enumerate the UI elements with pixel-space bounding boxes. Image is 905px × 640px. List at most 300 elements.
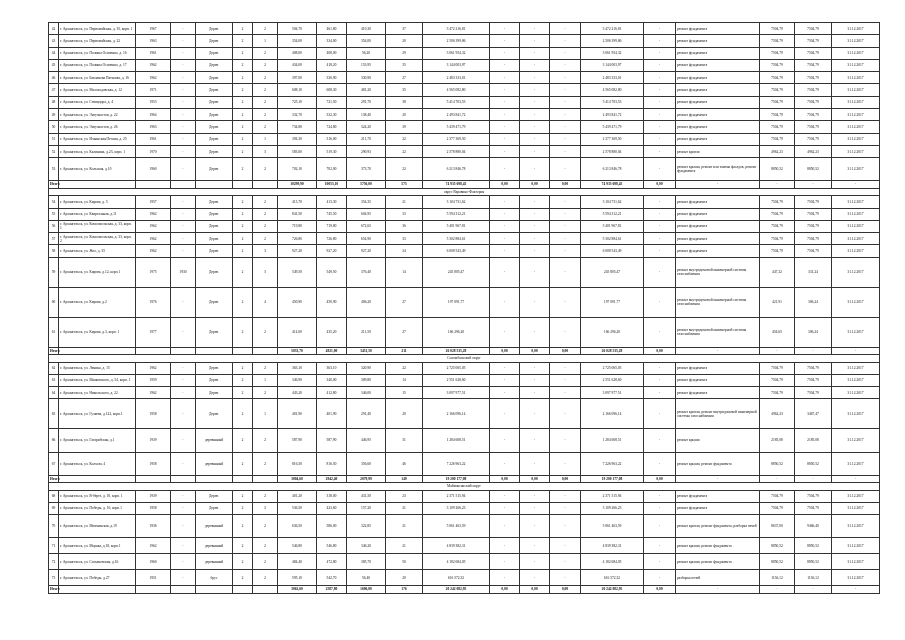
cell-mat: Дерев. [196,220,233,232]
cell-a2: 745,50 [317,208,347,220]
cell-c1: - [490,362,520,374]
cell-mat: Дерев. [196,59,233,71]
cell-mat: Дерев. [196,109,233,121]
cell-a1: 927,20 [278,245,317,257]
cell-mat: Дерев. [196,502,233,514]
cell-num: 56 [49,220,59,232]
cell-c3: - [550,84,581,96]
cell-p2: 9466,40 [795,515,832,538]
cell-c4: - [644,502,676,514]
cell-amt: 5 594 312,21 [581,208,644,220]
cell-num: 68 [49,490,59,502]
cell-mat: Дерев. [196,233,233,245]
cell-ent: 2 [253,59,278,71]
cell-c4: - [644,399,676,429]
cell-num: 47 [49,84,59,96]
cell-c3: - [550,158,581,181]
cell-date: 31.12.2017 [832,59,880,71]
cell-res: 27 [386,72,423,84]
total-p2: - [795,475,832,482]
cell-c4: - [644,84,676,96]
cell-addr: г. Архангельск, ул. Стивидора, д. 4 [59,96,136,108]
cell-c3: - [550,515,581,538]
cell-p1: 454,65 [760,317,795,347]
cell-c1: - [490,47,520,59]
cell-wtype: разборка печей [676,570,760,586]
cell-fl: 2 [233,220,253,232]
cell-addr: г. Архангельск, ул. Никольского, д. 22 [59,387,136,399]
cell-c1: - [490,59,520,71]
cell-p2: 7504,79 [795,245,832,257]
total-c3: 0,00 [550,475,581,482]
cell-year: 1962 [136,72,171,84]
cell-c2: - [520,109,550,121]
cell-a3: 604,95 [347,208,386,220]
cell-res: 39 [386,121,423,133]
cell-fl: 2 [233,362,253,374]
cell-fl: 2 [233,257,253,287]
cell-fl: 2 [233,196,253,208]
cell-a2: 472,80 [317,554,347,570]
cell-wtype: ремонт внутридомовой инженерной системы газоснабжения [676,257,760,287]
cell-c2: - [520,196,550,208]
cell-amt: 6 008 543,49 [581,245,644,257]
cell-amt: 1 284 608,51 [581,429,644,452]
total-a3: 3451,50 [347,347,386,354]
total-p1: - [760,586,795,593]
cell-wtype: ремонт фундамента [676,84,760,96]
cell-date: 31.12.2017 [832,72,880,84]
cell-c4: - [644,257,676,287]
cell-num: 60 [49,287,59,317]
cell-c2: - [520,362,550,374]
total-c2: 0,00 [520,586,550,593]
cell-p1: 7504,79 [760,387,795,399]
cell-p2: 7504,79 [795,387,832,399]
cell-date: 31.12.2017 [832,133,880,145]
cell-p1: 7504,79 [760,35,795,47]
cell-p1: 7504,79 [760,109,795,121]
cell-p1: 8850,52 [760,554,795,570]
cell-yr2: - [171,538,196,554]
cell-c1: - [490,554,520,570]
cell-fl: 2 [233,208,253,220]
total-wtype: - [676,475,760,482]
cell-total: 6 213 846,78 [423,158,490,181]
cell-amt: 3 061 954,32 [581,47,644,59]
cell-a3: 56,20 [347,47,386,59]
total-a2: 2942,40 [317,475,347,482]
cell-fl: 2 [233,387,253,399]
cell-ent: 2 [253,158,278,181]
cell-c4: - [644,287,676,317]
district-title: Маймаксанский округ [49,482,880,490]
cell-addr: г. Архангельск, ул. Кирова, д.2 [59,287,136,317]
cell-c1: - [490,35,520,47]
cell-year: 1961 [136,133,171,145]
cell-p1: 7504,79 [760,72,795,84]
cell-c2: - [520,145,550,157]
cell-a2: 549,50 [317,257,347,287]
cell-fl: 2 [233,570,253,586]
cell-year: 1964 [136,109,171,121]
cell-mat: Дерев. [196,257,233,287]
cell-a3: 56,40 [347,570,386,586]
cell-c3: - [550,374,581,386]
cell-mat: деревянный [196,538,233,554]
cell-addr: г. Архангельск, ул. Кирова, д.12, корп.1 [59,257,136,287]
cell-wtype: ремонт фундамента [676,59,760,71]
total-c4: 0,00 [644,586,676,593]
cell-wtype: ремонт фундамента [676,196,760,208]
cell-c1: - [490,158,520,181]
cell-c1: - [490,109,520,121]
cell-a3: 291,40 [347,399,386,429]
cell-p2: 7504,79 [795,84,832,96]
cell-c4: - [644,23,676,35]
cell-res: 31 [386,429,423,452]
cell-c4: - [644,515,676,538]
district-title: Соломбальский округ [49,354,880,362]
cell-c4: - [644,72,676,84]
cell-wtype: ремонт фундамента [676,47,760,59]
cell-a1: 841,50 [278,208,317,220]
cell-total: 3 109 266,23 [423,502,490,514]
cell-a2: 927,20 [317,245,347,257]
total-c4: 0,00 [644,181,676,188]
cell-c2: - [520,121,550,133]
cell-a2: 316,00 [317,133,347,145]
cell-c3: - [550,245,581,257]
cell-amt: 5 302 884,61 [581,233,644,245]
cell-amt: 3 144 003,97 [581,59,644,71]
cell-ent: 2 [253,208,278,220]
cell-num: 64 [49,387,59,399]
cell-yr2: - [171,84,196,96]
cell-wtype: ремонт фундамента [676,133,760,145]
cell-date: 31.12.2017 [832,399,880,429]
total-res: 211 [386,347,423,354]
total-amt: 74 935 698,45 [581,181,644,188]
cell-amt: 2 483 333,01 [581,72,644,84]
cell-ent: 2 [253,220,278,232]
cell-fl: 2 [233,96,253,108]
cell-date: 31.12.2017 [832,554,880,570]
cell-c2: - [520,59,550,71]
cell-addr: г. Архангельск, ул. Квартальная, д.11 [59,208,136,220]
cell-year: 1939 [136,429,171,452]
cell-c4: - [644,96,676,108]
cell-year: 1958 [136,399,171,429]
total-empty-cell [253,586,278,593]
cell-date: 31.12.2017 [832,538,880,554]
cell-date: 31.12.2017 [832,515,880,538]
total-empty-cell [233,586,253,593]
cell-mat: деревянный [196,452,233,475]
cell-p2: 7504,79 [795,233,832,245]
cell-a2: 334,00 [317,35,347,47]
cell-year: 1961 [136,47,171,59]
cell-c3: - [550,233,581,245]
total-res: 575 [386,181,423,188]
cell-num: 63 [49,374,59,386]
total-amt: 19 200 177,08 [581,475,644,482]
cell-c1: - [490,490,520,502]
cell-amt: 5 414 703,53 [581,96,644,108]
cell-total: 3 144 003,97 [423,59,490,71]
cell-date: 31.12.2017 [832,23,880,35]
cell-a3: 481,20 [347,84,386,96]
cell-c4: - [644,121,676,133]
cell-p1: 7504,79 [760,59,795,71]
cell-ent: 2 [253,387,278,399]
cell-a3: 211,70 [347,133,386,145]
cell-a1: 394,30 [278,133,317,145]
cell-c4: - [644,245,676,257]
cell-fl: 2 [233,23,253,35]
cell-res: 22 [386,145,423,157]
cell-addr: г. Архангельск, ул. Кольская, д.10 [59,158,136,181]
cell-amt: 5 439 471,79 [581,121,644,133]
cell-c3: - [550,452,581,475]
cell-c1: - [490,208,520,220]
cell-year: 1958 [136,502,171,514]
cell-total: 5 439 471,79 [423,121,490,133]
cell-res: 36 [386,220,423,232]
cell-num: 52 [49,145,59,157]
total-empty-cell [59,347,136,354]
cell-yr2: - [171,245,196,257]
cell-p1: 8850,52 [760,538,795,554]
cell-total: 3 061 954,32 [423,47,490,59]
cell-addr: г. Архангельск, ул. Ильинская/Лесная, д. 25 [59,133,136,145]
cell-ent: 1 [253,35,278,47]
table-row [49,515,880,538]
cell-a3: 410,30 [347,23,386,35]
cell-a3: 211,50 [347,317,386,347]
cell-a2: 413,30 [317,196,347,208]
cell-wtype: ремонт фундамента [676,245,760,257]
cell-num: 57 [49,233,59,245]
cell-fl: 2 [233,121,253,133]
cell-p2: 8850,52 [795,158,832,181]
cell-a2: 702,00 [317,158,347,181]
cell-year: 1963 [136,35,171,47]
cell-wtype: ремонт фундамента [676,233,760,245]
cell-a1: 726,80 [278,233,317,245]
cell-a1: 725,10 [278,96,317,108]
total-empty-cell [136,181,171,188]
cell-yr2: - [171,109,196,121]
cell-ent: 3 [253,257,278,287]
table-row [49,490,880,502]
cell-year: 1953 [136,96,171,108]
cell-a3: 153,95 [347,59,386,71]
cell-p2: 7504,79 [795,374,832,386]
cell-a2: 418,20 [317,59,347,71]
cell-addr: г. Архангельск, ул. Колхоза, 4 [59,452,136,475]
cell-date: 31.12.2017 [832,208,880,220]
cell-num: 72 [49,554,59,570]
cell-amt: 4 182 684,05 [581,554,644,570]
cell-a1: 354,00 [278,35,317,47]
cell-yr2: - [171,490,196,502]
cell-res: 29 [386,47,423,59]
cell-c3: - [550,220,581,232]
cell-p1: 421,91 [760,287,795,317]
cell-ent: 1 [253,374,278,386]
cell-c2: - [520,387,550,399]
cell-date: 31.12.2017 [832,429,880,452]
cell-addr: г. Архангельск, ул. Комсомольская, д. 33, корп. 2 [59,233,136,245]
cell-amt: 166 296,20 [581,317,644,347]
cell-ent: 2 [253,23,278,35]
cell-a3: 320,90 [347,362,386,374]
cell-res: 27 [386,317,423,347]
cell-total: 197 091,77 [423,287,490,317]
cell-yr2: - [171,515,196,538]
cell-p2: 306,24 [795,317,832,347]
cell-c3: - [550,554,581,570]
cell-c3: - [550,399,581,429]
cell-a1: 608,10 [278,84,317,96]
table-row [49,145,880,157]
cell-res: 33 [386,208,423,220]
cell-c4: - [644,374,676,386]
cell-num: 62 [49,362,59,374]
table-row [49,287,880,317]
cell-date: 31.12.2017 [832,490,880,502]
cell-wtype: ремонт крыши, ремонт фундамента [676,452,760,475]
cell-mat: брус [196,570,233,586]
cell-num: 69 [49,502,59,514]
table-row [49,96,880,108]
cell-wtype: ремонт фундамента [676,490,760,502]
cell-c4: - [644,47,676,59]
cell-p2: 8850,52 [795,538,832,554]
cell-c4: - [644,570,676,586]
cell-yr2: - [171,158,196,181]
total-empty-cell [196,475,233,482]
table-row [49,72,880,84]
cell-amt: 5 061 463,59 [581,515,644,538]
cell-c3: - [550,109,581,121]
cell-yr2: - [171,35,196,47]
total-wtype: - [676,347,760,354]
cell-p2: 7504,79 [795,121,832,133]
cell-fl: 2 [233,515,253,538]
cell-yr2: - [171,47,196,59]
cell-yr2: - [171,233,196,245]
cell-mat: Дерев. [196,47,233,59]
cell-year: 1957 [136,196,171,208]
table-row [49,158,880,181]
cell-a2: 412,80 [317,387,347,399]
cell-a3: 354,00 [347,35,386,47]
total-date: - [832,586,880,593]
cell-mat: Дерев. [196,374,233,386]
cell-year: 1963 [136,121,171,133]
cell-fl: 2 [233,133,253,145]
cell-date: 31.12.2017 [832,47,880,59]
cell-res: 21 [386,538,423,554]
cell-amt: 6 213 846,78 [581,158,644,181]
cell-c4: - [644,362,676,374]
cell-year: 1967 [136,23,171,35]
cell-c4: - [644,490,676,502]
cell-p1: 7504,79 [760,362,795,374]
total-p1: - [760,475,795,482]
cell-c3: - [550,23,581,35]
table-row [49,452,880,475]
total-empty-cell [59,181,136,188]
cell-c4: - [644,317,676,347]
cell-yr2: - [171,220,196,232]
cell-c1: - [490,23,520,35]
cell-year: 1962 [136,59,171,71]
cell-c1: - [490,374,520,386]
table-row [49,196,880,208]
cell-a1: 414,00 [278,317,317,347]
cell-c1: - [490,317,520,347]
cell-total: 3 097 977,51 [423,387,490,399]
cell-a1: 434,00 [278,59,317,71]
cell-p2: 7504,79 [795,502,832,514]
cell-p2: 1136,12 [795,570,832,586]
cell-wtype: ремонт фундамента [676,121,760,133]
cell-addr: г. Архангельск, ул. Победы, д. 16, корп.1 [59,502,136,514]
cell-wtype: ремонт фундамента [676,502,760,514]
cell-date: 31.12.2017 [832,362,880,374]
cell-ent: 2 [253,233,278,245]
cell-res: 20 [386,570,423,586]
cell-p1: 447,32 [760,257,795,287]
cell-amt: 197 091,77 [581,287,644,317]
cell-fl: 2 [233,554,253,570]
cell-num: 65 [49,399,59,429]
total-p1: - [760,347,795,354]
total-label: Итого [50,348,60,353]
cell-c3: - [550,429,581,452]
cell-mat: деревянный [196,429,233,452]
cell-p1: 7504,79 [760,374,795,386]
cell-wtype: ремонт фундамента [676,35,760,47]
cell-total: 3 104 731,62 [423,196,490,208]
cell-year: 1958 [136,452,171,475]
total-a1: 10299,90 [278,181,317,188]
cell-res: 35 [386,84,423,96]
cell-c4: - [644,158,676,181]
cell-wtype: ремонт кровли [676,145,760,157]
cell-ent: 2 [253,554,278,570]
cell-c2: - [520,84,550,96]
cell-fl: 2 [233,84,253,96]
cell-a1: 702,10 [278,158,317,181]
cell-a3: 346,00 [347,387,386,399]
cell-c2: - [520,429,550,452]
cell-a1: 587,90 [278,429,317,452]
table-row [49,257,880,287]
cell-res: 20 [386,109,423,121]
total-a2: 2587,80 [317,586,347,593]
cell-c4: - [644,554,676,570]
cell-p2: 7504,79 [795,59,832,71]
cell-wtype: ремонт внутридомовой инженерной системы газоснабжения [676,317,760,347]
cell-addr: г. Архангельск, ул. В-бёрез, д. 10, корп. 1 [59,490,136,502]
cell-amt: 2 166 096,14 [581,399,644,429]
cell-yr2: - [171,317,196,347]
cell-c4: - [644,35,676,47]
